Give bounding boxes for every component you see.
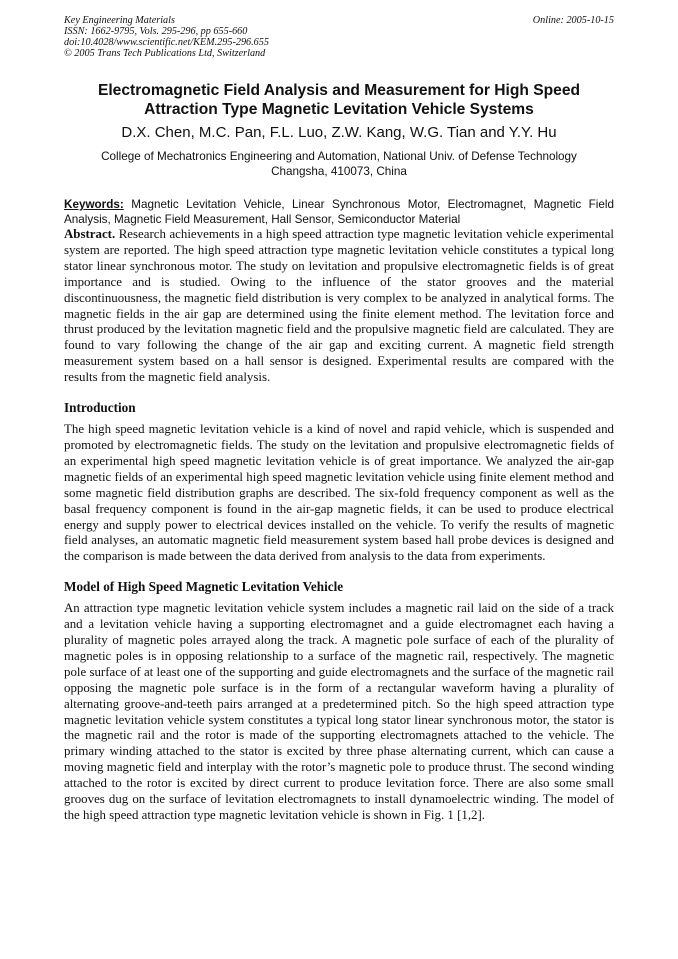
title-line-2: Attraction Type Magnetic Levitation Vehicle Systems (144, 101, 534, 118)
affiliation-line-1: College of Mechatronics Engineering and Automation, National Univ. of Defense Technology (101, 150, 577, 163)
journal-header (64, 15, 614, 59)
author-list: D.X. Chen, M.C. Pan, F.L. Luo, Z.W. Kang, W.G. Tian and Y.Y. Hu (121, 124, 557, 141)
title-line-1: Electromagnetic Field Analysis and Measurement for High Speed (97, 82, 581, 99)
model-heading: Model of High Speed Magnetic Levitation Vehicle (64, 579, 344, 595)
abstract-paragraph (64, 227, 614, 386)
model-paragraph: An attraction type magnetic levitation vehicle system includes a magnetic rail laid on the side of a track and a levitation vehicle having a supporting electromagnet and a guide electromagnet each having a plurality of magnetic poles arrayed along the track. A magnetic pole surface of each of the plurality of magnetic poles is in opposing relationship to a surface of the magnetic rail, respectively. The magnetic pole surface of at least one of the supporting and guide electromagnets and the surface of the magnetic rail opposing the magnetic pole surface is in the form of a rectangular waveform having a plurality of alternating groove-and-teeth pairs arranged at a predetermined pitch. So the high speed attraction type magnetic levitation vehicle system constitutes a typical long stator linear synchronous motor, the stator is the magnetic rail and the rotor is made of the supporting electromagnets attached to the vehicle. The primary winding attached to the stator is excited by three phase alternating current, which can cause a moving magnetic field and interplay with the rotor’s magnetic pole to produce thrust. The second winding attached to the rotor is excited by direct current to produce levitation force. There are also some small grooves dug on the surface of levitation electromagnets to install dynamoelectric winding. The model of the high speed attraction type magnetic levitation vehicle is shown in Fig. 1 [1,2]. (64, 601, 614, 822)
abstract-label: Abstract. (64, 227, 116, 241)
affiliation (64, 149, 614, 179)
doi-line: doi:10.4028/www.scientific.net/KEM.295-296.655 (64, 37, 269, 48)
keywords-text: Magnetic Levitation Vehicle, Linear Synchronous Motor, Electromagnet, Magnetic Field Analysis, Magnetic Field Measurement, Hall Sensor, Semiconductor Material (64, 198, 614, 226)
abstract-text: Research achievements in a high speed attraction type magnetic levitation vehicle experimental system are reported. The high speed attraction type magnetic levitation vehicle constitutes a typical long stator linear synchronous motor. The study on levitation and propulsive electromagnetic fields is of great importance and is studied. Owing to the influence of the stator grooves and the material discontinuousness, the magnetic field distribution is very complex to be analyzed in analytical forms. The magnetic fields in the air gap are determined using the finite element method. The levitation force and thrust produced by the levitation magnetic field and the propulsive magnetic field are calculated. They are found to vary following the change of the air gap and exciting current. A magnetic field strength measurement system based on a hall sensor is designed. Experimental results are compared with the results from the magnetic field analysis. (64, 227, 614, 385)
keywords-label: Keywords: (64, 198, 124, 211)
affiliation-line-2: Changsha, 410073, China (271, 165, 407, 178)
copyright-line: © 2005 Trans Tech Publications Ltd, Switzerland (64, 48, 266, 59)
issn-line: ISSN: 1662-9795, Vols. 295-296, pp 655-660 (64, 26, 248, 37)
online-date: Online: 2005-10-15 (532, 15, 614, 26)
paper-title (64, 81, 614, 119)
introduction-heading: Introduction (64, 400, 136, 416)
journal-name: Key Engineering Materials (64, 15, 175, 26)
paper-page (64, 15, 614, 824)
keywords-block (64, 197, 614, 227)
journal-info (64, 15, 269, 59)
introduction-paragraph: The high speed magnetic levitation vehicle is a kind of novel and rapid vehicle, which is suspended and promoted by electromagnetic fields. The study on the levitation and propulsive electromagnetic fields of an experimental high speed magnetic levitation vehicle is of great importance. We analyzed the air-gap magnetic fields of an experimental high speed magnetic levitation vehicle using finite element method and some magnetic field distribution graphs are described. The six-fold frequency component as well as the basal frequency component is found in the air-gap magnetic fields, it can be used to produce electrical energy and supply power to electrical devices installed on the vehicle. To verify the results of magnetic field analyses, an automatic magnetic field measurement system based hall probe devices is designed and the comparison is made between the data derived from analysis to the data from experiments. (64, 422, 614, 564)
